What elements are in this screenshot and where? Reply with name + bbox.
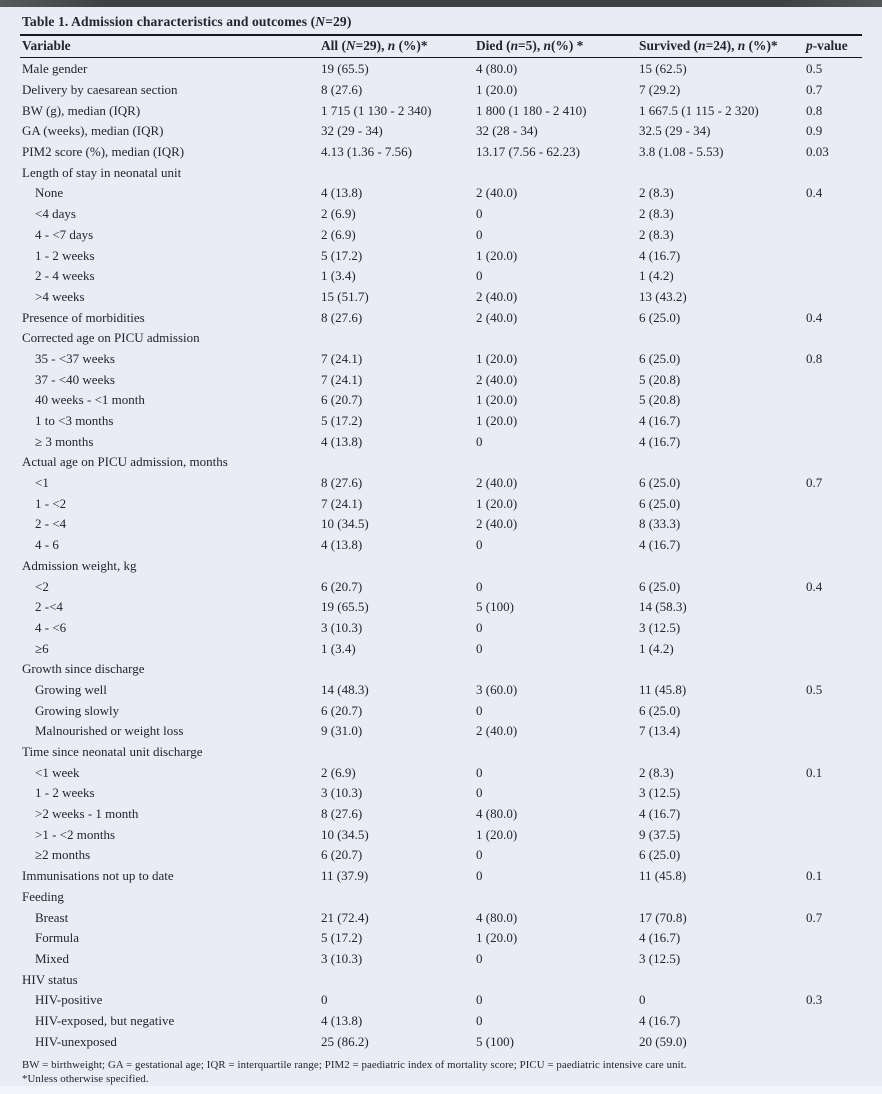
table-row (20, 887, 862, 908)
cell-pvalue: 0.8 (806, 350, 823, 366)
cell-died: 0 (476, 702, 483, 718)
cell-died: 1 (20.0) (476, 495, 518, 511)
cell-survived: 6 (25.0) (639, 475, 681, 491)
header-col-pvalue-text: p (806, 38, 813, 53)
cell-survived: 0 (639, 992, 646, 1008)
table-row (20, 576, 862, 597)
cell-all: 4 (13.8) (321, 1012, 363, 1028)
table-row (20, 700, 862, 721)
cell-survived: 5 (20.8) (639, 392, 681, 408)
cell-died: 2 (40.0) (476, 288, 518, 304)
cell-survived: 13 (43.2) (639, 288, 687, 304)
table-title-text: N (315, 14, 326, 29)
row-label: HIV-positive (35, 992, 103, 1008)
cell-all: 10 (34.5) (321, 516, 369, 532)
cell-survived: 7 (29.2) (639, 82, 681, 98)
row-label: Length of stay in neonatal unit (22, 164, 182, 180)
row-label: Male gender (22, 61, 88, 77)
cell-all: 19 (65.5) (321, 599, 369, 615)
table-title-text: =29) (325, 14, 352, 29)
cell-survived: 4 (16.7) (639, 537, 681, 553)
table-row (20, 907, 862, 928)
row-label: 4 - 6 (35, 537, 59, 553)
table-row (20, 990, 862, 1011)
table-row (20, 452, 862, 473)
cell-pvalue: 0.7 (806, 909, 823, 925)
cell-all: 15 (51.7) (321, 288, 369, 304)
table-row (20, 183, 862, 204)
cell-all: 5 (17.2) (321, 413, 363, 429)
cell-pvalue: 0.03 (806, 144, 829, 160)
cell-all: 19 (65.5) (321, 61, 369, 77)
row-label: 1 - 2 weeks (35, 785, 95, 801)
footnote-asterisk-note: *Unless otherwise specified. (22, 1072, 149, 1085)
cell-died: 2 (40.0) (476, 475, 518, 491)
table-row (20, 845, 862, 866)
row-label: >1 - <2 months (35, 826, 116, 842)
table-row (20, 804, 862, 825)
cell-all: 7 (24.1) (321, 371, 363, 387)
cell-survived: 1 667.5 (1 115 - 2 320) (639, 102, 759, 118)
cell-survived: 6 (25.0) (639, 702, 681, 718)
cell-survived: 17 (70.8) (639, 909, 687, 925)
table-row (20, 390, 862, 411)
cell-pvalue: 0.5 (806, 681, 823, 697)
cell-all: 6 (20.7) (321, 392, 363, 408)
cell-died: 0 (476, 619, 483, 635)
table-row (20, 556, 862, 577)
table-row (20, 762, 862, 783)
table-row (20, 928, 862, 949)
cell-died: 2 (40.0) (476, 371, 518, 387)
cell-survived: 4 (16.7) (639, 806, 681, 822)
cell-died: 0 (476, 226, 483, 242)
row-label: >2 weeks - 1 month (35, 806, 139, 822)
table-row (20, 659, 862, 680)
table-row (20, 245, 862, 266)
cell-pvalue: 0.4 (806, 309, 823, 325)
table-body (20, 58, 862, 1052)
table-row (20, 514, 862, 535)
cell-all: 25 (86.2) (321, 1033, 369, 1049)
cell-pvalue: 0.9 (806, 123, 823, 139)
header-col-survived-text: =24), (705, 38, 738, 53)
cell-died: 0 (476, 847, 483, 863)
cell-died: 1 (20.0) (476, 350, 518, 366)
cell-all: 3 (10.3) (321, 785, 363, 801)
cell-died: 0 (476, 537, 483, 553)
cell-died: 0 (476, 640, 483, 656)
row-label: Growing slowly (35, 702, 120, 718)
header-col-all (319, 38, 474, 54)
cell-died: 13.17 (7.56 - 62.23) (476, 144, 580, 160)
cell-died: 2 (40.0) (476, 516, 518, 532)
cell-all: 10 (34.5) (321, 826, 369, 842)
cell-all: 11 (37.9) (321, 868, 369, 884)
row-label: 2 - 4 weeks (35, 268, 95, 284)
table-row (20, 969, 862, 990)
table-row (20, 411, 862, 432)
table-row (20, 266, 862, 287)
cell-survived: 32.5 (29 - 34) (639, 123, 711, 139)
header-col-all-text: =29), (355, 38, 388, 53)
cell-survived: 6 (25.0) (639, 495, 681, 511)
cell-died: 2 (40.0) (476, 723, 518, 739)
row-label: HIV-unexposed (35, 1033, 117, 1049)
cell-pvalue: 0.7 (806, 475, 823, 491)
page-bottom-strip (0, 1086, 882, 1094)
row-label: None (35, 185, 64, 201)
cell-all: 8 (27.6) (321, 475, 363, 491)
header-col-died-text: n (543, 38, 551, 53)
cell-survived: 2 (8.3) (639, 764, 674, 780)
header-col-variable-text: Variable (22, 38, 71, 53)
row-label: Immunisations not up to date (22, 868, 174, 884)
table-row (20, 287, 862, 308)
cell-survived: 7 (13.4) (639, 723, 681, 739)
cell-pvalue: 0.5 (806, 61, 823, 77)
table-row (20, 142, 862, 163)
cell-all: 14 (48.3) (321, 681, 369, 697)
cell-survived: 1 (4.2) (639, 640, 674, 656)
header-col-all-text: All ( (321, 38, 346, 53)
cell-survived: 3 (12.5) (639, 785, 681, 801)
footnote-abbreviations: BW = birthweight; GA = gestational age; IQR = interquartile range; PIM2 = paediatric index of mortality score; PICU = paediatric intensive care unit. (22, 1059, 687, 1071)
cell-pvalue: 0.8 (806, 102, 823, 118)
cell-pvalue: 0.3 (806, 992, 823, 1008)
table-row (20, 597, 862, 618)
cell-died: 3 (60.0) (476, 681, 518, 697)
cell-died: 1 (20.0) (476, 247, 518, 263)
cell-all: 6 (20.7) (321, 702, 363, 718)
header-col-died-text: =5), (518, 38, 544, 53)
table-row (20, 493, 862, 514)
cell-all: 2 (6.9) (321, 206, 356, 222)
cell-survived: 4 (16.7) (639, 433, 681, 449)
cell-survived: 3 (12.5) (639, 619, 681, 635)
header-col-died-text: (%) * (550, 38, 584, 53)
row-label: Mixed (35, 950, 69, 966)
cell-survived: 6 (25.0) (639, 350, 681, 366)
row-label: Growing well (35, 681, 107, 697)
cell-died: 4 (80.0) (476, 61, 518, 77)
cell-all: 8 (27.6) (321, 82, 363, 98)
table-row (20, 535, 862, 556)
row-label: 35 - <37 weeks (35, 350, 115, 366)
header-col-died-text: n (510, 38, 519, 53)
row-label: Delivery by caesarean section (22, 82, 178, 98)
cell-survived: 8 (33.3) (639, 516, 681, 532)
row-label: Corrected age on PICU admission (22, 330, 200, 346)
header-col-pvalue (804, 38, 862, 54)
cell-died: 0 (476, 764, 483, 780)
table-title-text: Table 1. Admission characteristics and outcomes ( (22, 14, 316, 29)
table-row (20, 1031, 862, 1052)
table-row (20, 80, 862, 101)
header-col-pvalue-text: -value (812, 38, 848, 53)
cell-survived: 15 (62.5) (639, 61, 687, 77)
row-label: ≥6 (35, 640, 49, 656)
row-label: HIV status (22, 971, 78, 987)
header-col-survived-text: Survived ( (639, 38, 699, 53)
row-label: 4 - <6 (35, 619, 67, 635)
cell-all: 1 (3.4) (321, 268, 356, 284)
table-title (20, 7, 862, 34)
cell-died: 0 (476, 268, 483, 284)
table-footnotes (20, 1059, 862, 1086)
header-col-all-text: n (387, 38, 396, 53)
cell-died: 0 (476, 868, 483, 884)
header-col-survived (637, 38, 804, 54)
header-col-all-text: N (345, 38, 356, 53)
cell-survived: 4 (16.7) (639, 413, 681, 429)
cell-survived: 1 (4.2) (639, 268, 674, 284)
cell-survived: 6 (25.0) (639, 309, 681, 325)
table-row (20, 59, 862, 80)
cell-pvalue: 0.4 (806, 185, 823, 201)
table-row (20, 866, 862, 887)
row-label: 40 weeks - <1 month (35, 392, 145, 408)
cell-all: 0 (321, 992, 328, 1008)
cell-died: 5 (100) (476, 599, 514, 615)
table-content (0, 7, 882, 1086)
row-label: HIV-exposed, but negative (35, 1012, 175, 1028)
cell-survived: 2 (8.3) (639, 206, 674, 222)
cell-died: 1 (20.0) (476, 930, 518, 946)
cell-died: 1 800 (1 180 - 2 410) (476, 102, 587, 118)
cell-all: 4 (13.8) (321, 433, 363, 449)
row-label: 2 - <4 (35, 516, 67, 532)
cell-survived: 11 (45.8) (639, 868, 687, 884)
row-label: Time since neonatal unit discharge (22, 744, 203, 760)
cell-survived: 6 (25.0) (639, 847, 681, 863)
row-label: Actual age on PICU admission, months (22, 454, 228, 470)
row-label: Breast (35, 909, 69, 925)
table-row (20, 121, 862, 142)
table-row (20, 824, 862, 845)
cell-all: 1 (3.4) (321, 640, 356, 656)
cell-survived: 5 (20.8) (639, 371, 681, 387)
cell-survived: 2 (8.3) (639, 226, 674, 242)
cell-all: 32 (29 - 34) (321, 123, 383, 139)
row-label: Malnourished or weight loss (35, 723, 184, 739)
cell-died: 0 (476, 433, 483, 449)
cell-pvalue: 0.1 (806, 868, 823, 884)
header-col-all-text: (%)* (395, 38, 428, 53)
cell-all: 3 (10.3) (321, 950, 363, 966)
row-label: <4 days (35, 206, 76, 222)
row-label: 1 - 2 weeks (35, 247, 95, 263)
cell-died: 0 (476, 950, 483, 966)
row-label: 37 - <40 weeks (35, 371, 115, 387)
cell-survived: 3.8 (1.08 - 5.53) (639, 144, 724, 160)
cell-all: 7 (24.1) (321, 350, 363, 366)
table-row (20, 349, 862, 370)
cell-died: 0 (476, 992, 483, 1008)
row-label: Admission weight, kg (22, 557, 137, 573)
cell-died: 4 (80.0) (476, 909, 518, 925)
cell-all: 6 (20.7) (321, 578, 363, 594)
header-col-survived-text: (%)* (745, 38, 778, 53)
row-label: ≥ 3 months (35, 433, 94, 449)
cell-all: 2 (6.9) (321, 764, 356, 780)
table-row (20, 721, 862, 742)
header-col-survived-text: n (737, 38, 746, 53)
cell-all: 5 (17.2) (321, 930, 363, 946)
table-row (20, 638, 862, 659)
table-row (20, 431, 862, 452)
cell-survived: 4 (16.7) (639, 1012, 681, 1028)
table-row (20, 225, 862, 246)
table-header-row (20, 34, 862, 58)
cell-died: 0 (476, 1012, 483, 1028)
row-label: 1 to <3 months (35, 413, 114, 429)
table-row (20, 783, 862, 804)
table-row (20, 742, 862, 763)
row-label: PIM2 score (%), median (IQR) (22, 144, 185, 160)
cell-survived: 2 (8.3) (639, 185, 674, 201)
cell-survived: 11 (45.8) (639, 681, 687, 697)
cell-all: 7 (24.1) (321, 495, 363, 511)
cell-all: 9 (31.0) (321, 723, 363, 739)
cell-died: 32 (28 - 34) (476, 123, 538, 139)
row-label: Formula (35, 930, 80, 946)
table-row (20, 369, 862, 390)
row-label: 2 -<4 (35, 599, 63, 615)
row-label: <2 (35, 578, 49, 594)
cell-all: 6 (20.7) (321, 847, 363, 863)
cell-died: 1 (20.0) (476, 413, 518, 429)
row-label: Feeding (22, 888, 64, 904)
cell-pvalue: 0.4 (806, 578, 823, 594)
cell-died: 2 (40.0) (476, 309, 518, 325)
row-label: 1 - <2 (35, 495, 67, 511)
cell-survived: 14 (58.3) (639, 599, 687, 615)
row-label: BW (g), median (IQR) (22, 102, 141, 118)
cell-survived: 20 (59.0) (639, 1033, 687, 1049)
header-col-survived-text: n (698, 38, 706, 53)
cell-died: 2 (40.0) (476, 185, 518, 201)
header-col-variable (20, 38, 319, 54)
row-label: GA (weeks), median (IQR) (22, 123, 164, 139)
table-row (20, 307, 862, 328)
cell-all: 2 (6.9) (321, 226, 356, 242)
table-row (20, 162, 862, 183)
cell-died: 1 (20.0) (476, 826, 518, 842)
cell-all: 5 (17.2) (321, 247, 363, 263)
table-row (20, 204, 862, 225)
row-label: ≥2 months (35, 847, 91, 863)
cell-all: 21 (72.4) (321, 909, 369, 925)
row-label: Presence of morbidities (22, 309, 145, 325)
cell-survived: 3 (12.5) (639, 950, 681, 966)
page-top-edge-bar (0, 0, 882, 7)
table-row (20, 100, 862, 121)
cell-died: 4 (80.0) (476, 806, 518, 822)
table-row (20, 618, 862, 639)
cell-died: 1 (20.0) (476, 392, 518, 408)
row-label: Growth since discharge (22, 661, 145, 677)
row-label: <1 week (35, 764, 80, 780)
table-row (20, 680, 862, 701)
row-label: <1 (35, 475, 49, 491)
cell-survived: 9 (37.5) (639, 826, 681, 842)
cell-all: 1 715 (1 130 - 2 340) (321, 102, 432, 118)
row-label: >4 weeks (35, 288, 85, 304)
header-col-died (474, 38, 637, 54)
cell-died: 1 (20.0) (476, 82, 518, 98)
table-row (20, 473, 862, 494)
cell-survived: 4 (16.7) (639, 247, 681, 263)
row-label: 4 - <7 days (35, 226, 94, 242)
cell-all: 8 (27.6) (321, 309, 363, 325)
cell-survived: 4 (16.7) (639, 930, 681, 946)
cell-died: 0 (476, 785, 483, 801)
cell-all: 4 (13.8) (321, 185, 363, 201)
table-row (20, 949, 862, 970)
cell-all: 4.13 (1.36 - 7.56) (321, 144, 412, 160)
cell-died: 5 (100) (476, 1033, 514, 1049)
cell-all: 4 (13.8) (321, 537, 363, 553)
cell-died: 0 (476, 578, 483, 594)
cell-survived: 6 (25.0) (639, 578, 681, 594)
header-col-died-text: Died ( (476, 38, 511, 53)
cell-all: 8 (27.6) (321, 806, 363, 822)
cell-died: 0 (476, 206, 483, 222)
table-row (20, 1011, 862, 1032)
cell-all: 3 (10.3) (321, 619, 363, 635)
table-row (20, 328, 862, 349)
cell-pvalue: 0.7 (806, 82, 823, 98)
cell-pvalue: 0.1 (806, 764, 823, 780)
